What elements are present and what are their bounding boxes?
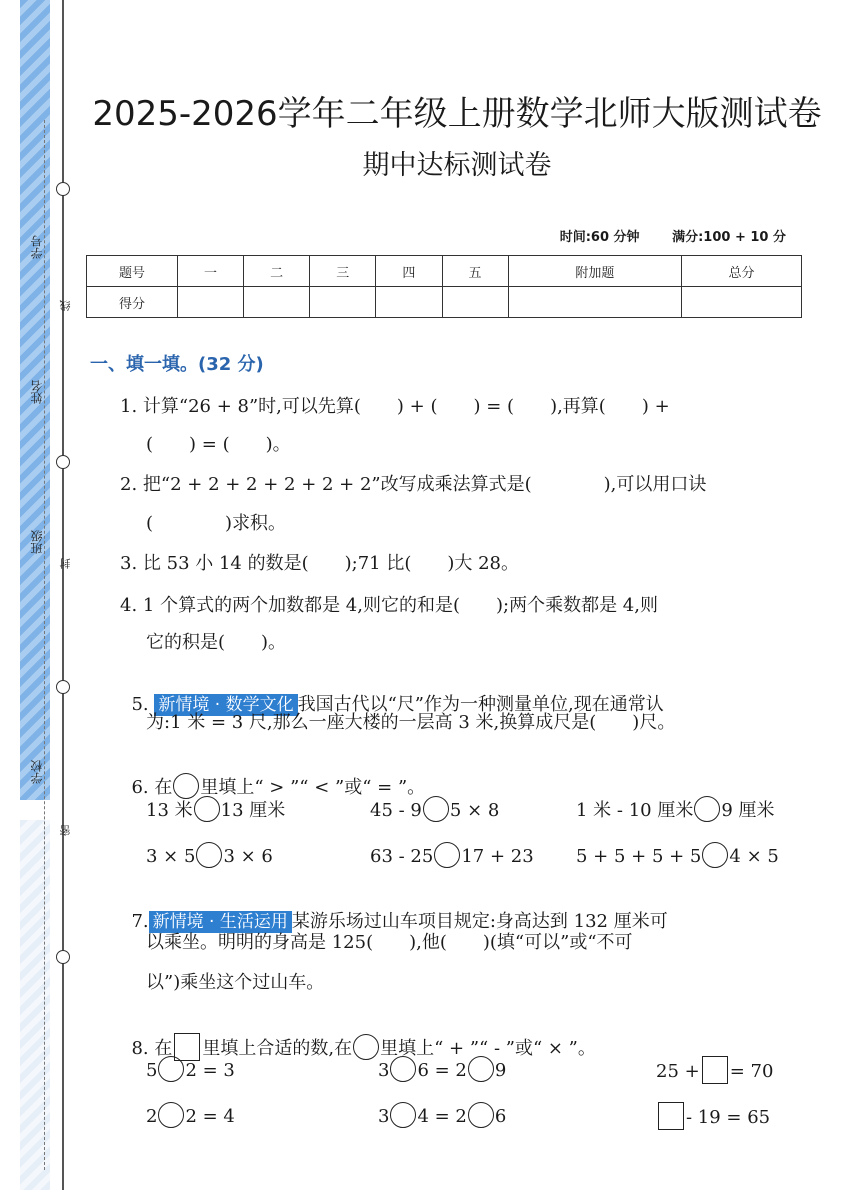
equation-item xyxy=(146,1102,235,1128)
score-input-cell[interactable] xyxy=(244,287,310,318)
question-7-text: 某游乐场过山车项目规定:身高达到 132 厘米可 xyxy=(291,911,668,932)
equation-part: = 70 xyxy=(729,1061,774,1082)
question-8-head-c: 里填上“ + ”“ - ”或“ × ”。 xyxy=(380,1038,596,1059)
section-heading xyxy=(90,350,264,376)
binding-strip xyxy=(0,0,72,1190)
answer-circle[interactable] xyxy=(196,842,222,868)
question-5-tag: 新情境 · 数学文化 xyxy=(154,694,297,716)
compare-item xyxy=(576,842,779,868)
answer-circle[interactable] xyxy=(390,1056,416,1082)
strip-label-class: 班级 xyxy=(30,530,44,554)
equation-part: 25 + xyxy=(656,1061,700,1082)
question-2-line-1: 2. 把“2 + 2 + 2 + 2 + 2 + 2”改写成乘法算式是( ),可以用口诀 xyxy=(120,474,707,495)
equation-part: - 19 = 65 xyxy=(686,1107,771,1128)
score-header-cell: 题号 xyxy=(87,256,178,287)
compare-right: 17 + 23 xyxy=(461,846,534,867)
circle-symbol xyxy=(353,1034,379,1060)
question-7-number: 7. xyxy=(131,911,149,932)
compare-left: 3 × 5 xyxy=(146,846,196,867)
strip-dashed-line xyxy=(44,120,45,1170)
question-5-text: 我国古代以“尺”作为一种测量单位,现在通常认 xyxy=(297,694,664,715)
score-input-cell[interactable] xyxy=(376,287,442,318)
compare-left: 45 - 9 xyxy=(370,800,422,821)
equation-part: 5 xyxy=(146,1060,158,1081)
binding-hole xyxy=(56,680,70,694)
score-table xyxy=(86,255,802,318)
question-7-tag: 新情境 · 生活运用 xyxy=(149,911,292,933)
binding-hole xyxy=(56,455,70,469)
equation-part: 2 = 4 xyxy=(185,1106,235,1127)
compare-right: 9 厘米 xyxy=(721,800,775,821)
score-input-cell[interactable] xyxy=(310,287,376,318)
exam-time: 时间:60 分钟 xyxy=(559,230,640,245)
score-input-cell[interactable] xyxy=(178,287,244,318)
compare-left: 13 米 xyxy=(146,800,193,821)
score-header-cell: 二 xyxy=(244,256,310,287)
score-header-cell: 一 xyxy=(178,256,244,287)
equation-part: 3 xyxy=(378,1106,390,1127)
question-7-line-1 xyxy=(120,886,668,933)
score-input-cell[interactable] xyxy=(682,287,802,318)
section-title: 一、填一填。 xyxy=(90,354,198,375)
strip-mark-line: 线 xyxy=(59,300,72,311)
equation-item xyxy=(378,1102,506,1128)
strip-cut-line xyxy=(62,0,64,1190)
strip-label-school: 学校 xyxy=(30,760,44,784)
equation-part: 2 xyxy=(146,1106,158,1127)
compare-left: 63 - 25 xyxy=(370,846,434,867)
strip-mark-secret: 密 xyxy=(59,825,72,836)
answer-box[interactable] xyxy=(702,1056,728,1084)
answer-circle[interactable] xyxy=(158,1056,184,1082)
question-7-line-2: 以乘坐。明明的身高是 125( ),他( )(填“可以”或“不可 xyxy=(146,932,633,953)
compare-right: 3 × 6 xyxy=(223,846,273,867)
equation-item xyxy=(656,1056,773,1084)
answer-circle[interactable] xyxy=(694,796,720,822)
answer-box[interactable] xyxy=(658,1102,684,1130)
score-input-cell[interactable] xyxy=(442,287,508,318)
equation-item xyxy=(378,1056,506,1082)
question-1-line-2: ( ) = ( )。 xyxy=(146,434,291,455)
question-7-line-3: 以”)乘坐这个过山车。 xyxy=(146,972,325,993)
equation-part: 9 xyxy=(494,1060,507,1081)
answer-circle[interactable] xyxy=(194,796,220,822)
question-2-line-2: ( )求积。 xyxy=(146,513,287,534)
score-table-header-row xyxy=(87,256,802,287)
binding-hole xyxy=(56,950,70,964)
question-8-head-b: 里填上合适的数,在 xyxy=(202,1038,353,1059)
score-header-cell: 总分 xyxy=(682,256,802,287)
strip-band-lower xyxy=(20,820,50,1190)
compare-item xyxy=(146,796,285,822)
score-table-score-row xyxy=(87,287,802,318)
question-5-number: 5. xyxy=(131,694,149,715)
question-8-heading xyxy=(120,1012,596,1061)
question-4-line-1: 4. 1 个算式的两个加数都是 4,则它的和是( );两个乘数都是 4,则 xyxy=(120,595,658,616)
score-header-cell: 四 xyxy=(376,256,442,287)
question-1-line-1: 1. 计算“26 + 8”时,可以先算( ) + ( ) = ( ),再算( ) + xyxy=(120,396,670,417)
score-header-cell: 附加题 xyxy=(508,256,682,287)
score-header-cell: 三 xyxy=(310,256,376,287)
section-points: (32 分) xyxy=(198,354,264,375)
question-4-line-2: 它的积是( )。 xyxy=(146,632,287,653)
compare-left: 1 米 - 10 厘米 xyxy=(576,800,694,821)
answer-circle[interactable] xyxy=(158,1102,184,1128)
equation-part: 6 = 2 xyxy=(417,1060,467,1081)
strip-label-student-id: 学号 xyxy=(30,235,44,259)
equation-part: 6 xyxy=(494,1106,507,1127)
compare-item xyxy=(370,796,499,822)
equation-part: 3 xyxy=(378,1060,390,1081)
compare-item xyxy=(146,842,273,868)
question-5-line-2: 为:1 米 = 3 尺,那么一座大楼的一层高 3 米,换算成尺是( )尺。 xyxy=(146,712,676,733)
answer-circle[interactable] xyxy=(468,1056,494,1082)
answer-circle[interactable] xyxy=(434,842,460,868)
question-6-head-b: 里填上“ > ”“ < ”或“ = ”。 xyxy=(200,777,426,798)
compare-item xyxy=(370,842,534,868)
question-8-head-a: 8. 在 xyxy=(131,1038,173,1059)
equation-item xyxy=(656,1102,770,1130)
question-6-head-a: 6. 在 xyxy=(131,777,173,798)
compare-right: 13 厘米 xyxy=(220,800,286,821)
question-3-line-1: 3. 比 53 小 14 的数是( );71 比( )大 28。 xyxy=(120,553,519,574)
answer-circle[interactable] xyxy=(390,1102,416,1128)
page-subtitle: 期中达标测试卷 xyxy=(362,150,552,181)
score-input-cell[interactable] xyxy=(508,287,682,318)
exam-full-score: 满分:100 + 10 分 xyxy=(672,230,786,245)
compare-right: 4 × 5 xyxy=(729,846,779,867)
score-header-cell: 五 xyxy=(442,256,508,287)
answer-circle[interactable] xyxy=(468,1102,494,1128)
page-title: 2025-2026学年二年级上册数学北师大版测试卷 xyxy=(92,94,822,134)
equation-part: 4 = 2 xyxy=(417,1106,467,1127)
strip-label-name: 姓名 xyxy=(30,380,44,404)
exam-meta xyxy=(532,226,786,245)
compare-item xyxy=(576,796,775,822)
score-row-label: 得分 xyxy=(87,287,178,318)
equation-part: 2 = 3 xyxy=(185,1060,235,1081)
answer-circle[interactable] xyxy=(702,842,728,868)
question-6-heading xyxy=(120,752,425,799)
equation-item xyxy=(146,1056,235,1082)
binding-hole xyxy=(56,182,70,196)
compare-right: 5 × 8 xyxy=(449,800,500,821)
answer-circle[interactable] xyxy=(423,796,449,822)
strip-mark-seal: 封 xyxy=(59,558,72,569)
compare-left: 5 + 5 + 5 + 5 xyxy=(576,846,702,867)
